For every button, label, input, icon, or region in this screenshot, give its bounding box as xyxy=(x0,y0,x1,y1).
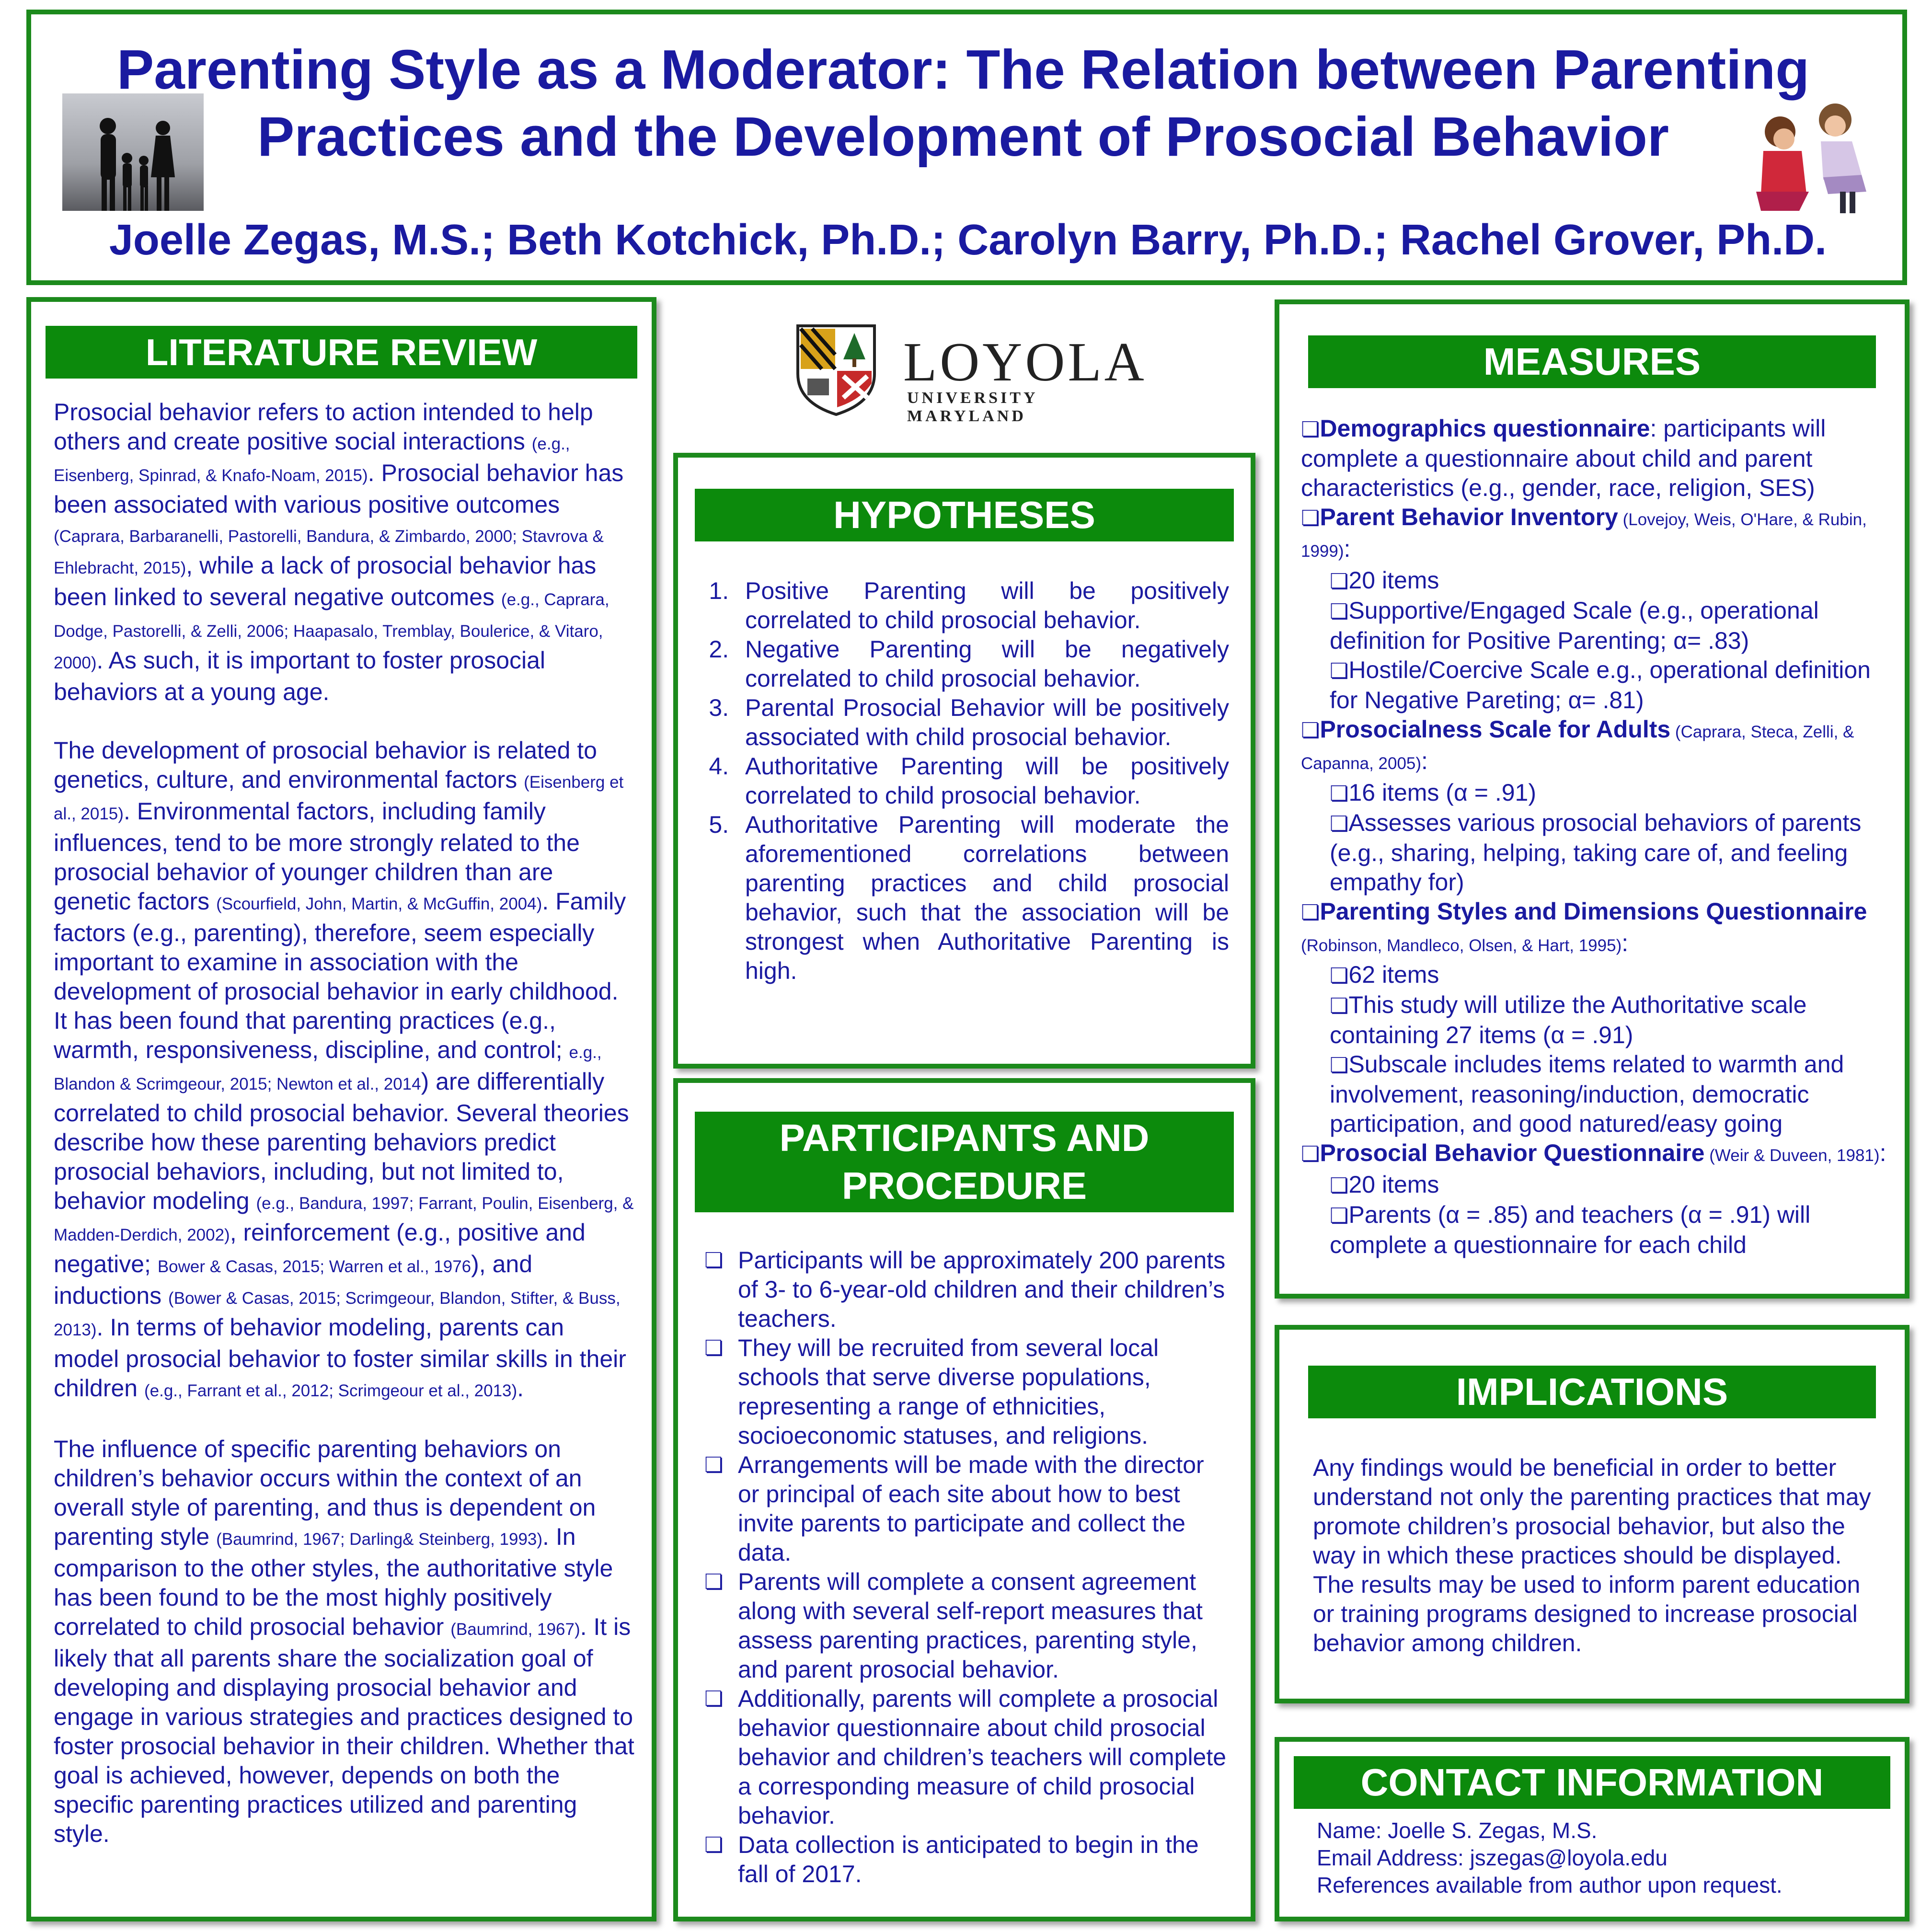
contact-heading: CONTACT INFORMATION xyxy=(1294,1756,1890,1809)
contact-email[interactable]: Email Address: jszegas@loyola.edu xyxy=(1317,1845,1668,1870)
hypotheses-list xyxy=(692,576,1229,986)
body-text: , while a lack of prosocial behavior has been linked to several negative outcomes xyxy=(54,552,597,610)
measure-text: Hostile/Coercive Scale e.g., operational definition for Negative Pareting; α= .81) xyxy=(1330,656,1871,713)
body-text: . As such, it is important to foster prosocial behaviors at a young age. xyxy=(54,647,546,705)
literature-review-text xyxy=(54,398,636,1849)
measure-item xyxy=(1301,897,1902,960)
procedure-item: ❏ Arrangements will be made with the director or principal of each site about how to best invite parents to participate and collect the data. xyxy=(704,1450,1231,1567)
measure-citation: (Weir & Duveen, 1981) xyxy=(1704,1146,1880,1165)
measure-item xyxy=(1301,414,1902,503)
citation-text: (Scourfield, John, Martin, & McGuffin, 2004) xyxy=(216,895,542,913)
body-text: The development of prosocial behavior is related to genetics, culture, and environmental factors xyxy=(54,737,597,793)
participants-heading-text: PARTICIPANTS AND PROCEDURE xyxy=(779,1116,1150,1207)
citation-text: (Baumrind, 1967; Darling& Steinberg, 1993) xyxy=(216,1530,543,1549)
measure-text: This study will utilize the Authoritative scale containing 27 items (α = .91) xyxy=(1330,991,1807,1048)
hypothesis-item: 1. Positive Parenting will be positively correlated to child prosocial behavior. xyxy=(736,576,1229,635)
measure-text: 20 items xyxy=(1348,567,1439,594)
hypothesis-item: 2. Negative Parenting will be negatively correlated to child prosocial behavior. xyxy=(736,635,1229,693)
measure-text: Subscale includes items related to warmth and involvement, reasoning/induction, democratic participation, and good natured/easy going xyxy=(1330,1051,1844,1137)
checkbox-icon: ❏ xyxy=(1330,659,1349,683)
loyola-wordmark: LOYOLA xyxy=(903,332,1147,392)
measure-subitem xyxy=(1301,1050,1902,1138)
body-text: . It is likely that all parents share the socialization goal of developing and displaying prosocial behavior and engage in various strategies and practices designed to foster prosocial behavior in their children. Whether that goal is achieved, however, depends on both the specific parenting practices utilized and parenting style. xyxy=(54,1613,634,1847)
body-text: ) are differentially correlated to child prosocial behavior. Several theories describe how these parenting behaviors predict prosocial behaviors, including, but not limited to, behavior modeling xyxy=(54,1068,629,1214)
checkbox-icon: ❏ xyxy=(1330,1054,1349,1077)
measure-subitem xyxy=(1301,778,1902,808)
literature-paragraph-3 xyxy=(54,1435,636,1849)
checkbox-icon: ❏ xyxy=(1301,719,1320,742)
measure-text: Parents (α = .85) and teachers (α = .91) will complete a questionnaire for each child xyxy=(1330,1201,1811,1258)
measure-text: 62 items xyxy=(1348,961,1439,988)
checkbox-icon: ❏ xyxy=(1330,1204,1349,1228)
measure-title: Prosocial Behavior Questionnaire xyxy=(1320,1139,1705,1166)
measure-subitem xyxy=(1301,808,1902,897)
measure-title: Demographics questionnaire xyxy=(1320,415,1650,442)
checkbox-icon: ❏ xyxy=(1330,964,1349,988)
measure-subitem xyxy=(1301,566,1902,596)
implications-text: Any findings would be beneficial in order to better understand not only the parenting practices that may promote children’s prosocial behavior, but also the way in which these practices should be displayed. The results may be used to inform parent education or training programs designed to increase prosocial behavior among children. xyxy=(1313,1454,1871,1656)
hypothesis-item: 3. Parental Prosocial Behavior will be positively associated with child prosocial behavior. xyxy=(736,693,1229,752)
checkbox-icon: ❏ xyxy=(1301,506,1320,530)
measure-item xyxy=(1301,1138,1902,1170)
citation-text: (e.g., Farrant et al., 2012; Scrimgeour et al., 2013) xyxy=(144,1381,518,1400)
procedure-item: ❏ Additionally, parents will complete a prosocial behavior questionnaire about child prosocial behavior and children’s teachers will complete a corresponding measure of child prosocial behavior. xyxy=(704,1684,1231,1830)
measure-item xyxy=(1301,503,1902,566)
body-text: , reinforcement (e.g., positive and negative; xyxy=(54,1219,586,1277)
measure-text: 16 items (α = .91) xyxy=(1348,779,1537,806)
citation-text: (e.g., Bandura, 1997; Farrant, Poulin, Eisenberg, & Madden-Derdich, 2002) xyxy=(54,1194,634,1244)
measure-citation: (Lovejoy, Weis, O'Hare, & Rubin, 1999) xyxy=(1301,510,1867,561)
measure-subitem xyxy=(1301,1200,1902,1260)
measures-list xyxy=(1301,414,1902,1260)
measure-citation: (Caprara, Steca, Zelli, & Capanna, 2005) xyxy=(1301,723,1854,773)
contact-info xyxy=(1317,1817,1892,1899)
measure-text: Assesses various prosocial behaviors of parents (e.g., sharing, helping, taking care of, and feeling empathy for) xyxy=(1330,809,1862,896)
measure-subitem xyxy=(1301,656,1902,715)
checkbox-icon: ❏ xyxy=(1301,1142,1320,1166)
body-text: . xyxy=(517,1375,524,1402)
loyola-logo xyxy=(793,321,1147,425)
measure-subitem xyxy=(1301,990,1902,1050)
measure-subitem xyxy=(1301,1170,1902,1200)
measure-subitem xyxy=(1301,596,1902,656)
measure-text: Supportive/Engaged Scale (e.g., operational definition for Positive Parenting; α= .83) xyxy=(1330,597,1819,654)
procedure-item: ❏ Parents will complete a consent agreement along with several self-report measures that assess parenting practices, parenting style, and parent prosocial behavior. xyxy=(704,1567,1231,1684)
procedure-item: ❏ They will be recruited from several local schools that serve diverse populations, representing a range of ethnicities, socioeconomic statuses, and religions. xyxy=(704,1334,1231,1450)
checkbox-icon: ❏ xyxy=(1330,782,1349,805)
measures-heading: MEASURES xyxy=(1308,335,1876,388)
procedure-item: ❏ Participants will be approximately 200 parents of 3- to 6-year-old children and their children’s teachers. xyxy=(704,1246,1231,1334)
body-text: . Family factors (e.g., parenting), therefore, seem especially important to examine in association with the development of prosocial behavior in early childhood. It has been found that parenting practices (e.g., warmth, responsiveness, discipline, and control; xyxy=(54,888,626,1063)
checkbox-icon: ❏ xyxy=(1330,1174,1349,1197)
body-text: . In terms of behavior modeling, parents can model prosocial behavior to foster similar skills in their children xyxy=(54,1314,626,1402)
measure-text: : xyxy=(1622,930,1629,956)
loyola-shield-icon xyxy=(793,321,879,417)
body-text: . Prosocial behavior has been associated with various positive outcomes xyxy=(54,460,624,518)
body-text: . In comparison to the other styles, the authoritative style has been found to be the most highly positively correlated to child prosocial behavior xyxy=(54,1523,613,1640)
hypothesis-item: 4. Authoritative Parenting will be positively correlated to child prosocial behavior. xyxy=(736,752,1229,810)
literature-review-heading: LITERATURE REVIEW xyxy=(46,326,637,379)
checkbox-icon: ❏ xyxy=(1301,418,1320,441)
poster-title: Parenting Style as a Moderator: The Relation between Parenting Practices and the Development of Prosocial Behavior xyxy=(116,38,1810,168)
measure-text: : participants will complete a questionnaire about child and parent characteristics (e.g., gender, race, religion, SES) xyxy=(1301,415,1826,501)
citation-text: (e.g., Caprara, Dodge, Pastorelli, & Zelli, 2006; Haapasalo, Tremblay, Boulerice, & Vitaro, 2000) xyxy=(54,590,610,672)
poster-authors: Joelle Zegas, M.S.; Beth Kotchick, Ph.D.; Carolyn Barry, Ph.D.; Rachel Grover, Ph.D. xyxy=(109,216,1827,264)
checkbox-icon: ❏ xyxy=(1330,600,1349,623)
citation-text: (Caprara, Barbaranelli, Pastorelli, Bandura, & Zimbardo, 2000; Stavrova & Ehlebracht, 2015) xyxy=(54,527,604,577)
hypothesis-item: 5. Authoritative Parenting will moderate the aforementioned correlations between parenting practices and child prosocial behavior, such that the association will be strongest when Authoritative Parenting is high. xyxy=(736,810,1229,986)
citation-text: (Baumrind, 1967) xyxy=(450,1620,580,1639)
measure-text: 20 items xyxy=(1348,1171,1439,1198)
hypotheses-heading: HYPOTHESES xyxy=(695,489,1234,541)
literature-paragraph-2 xyxy=(54,736,636,1405)
checkbox-icon: ❏ xyxy=(1330,812,1349,836)
measure-title: Parent Behavior Inventory xyxy=(1320,504,1618,530)
citation-text: (Bower & Casas, 2015; Scrimgeour, Blandon, Stifter, & Buss, 2013) xyxy=(54,1289,621,1339)
measure-text: : xyxy=(1879,1139,1886,1166)
participants-heading xyxy=(695,1112,1234,1212)
body-text: The influence of specific parenting behaviors on children’s behavior occurs within the context of an overall style of parenting, and thus is dependent on parenting style xyxy=(54,1436,596,1550)
body-text: ), and inductions xyxy=(54,1251,533,1309)
body-text: . Environmental factors, including family influences, tend to be more strongly related to the prosocial behavior of younger children than are genetic factors xyxy=(54,798,580,915)
body-text: Prosocial behavior refers to action intended to help others and create positive social interactions xyxy=(54,399,593,455)
citation-text: Bower & Casas, 2015; Warren et al., 1976 xyxy=(157,1257,472,1276)
citation-text: e.g., Blandon & Scrimgeour, 2015; Newton et al., 2014 xyxy=(54,1043,602,1093)
literature-paragraph-1 xyxy=(54,398,636,707)
contact-name: Name: Joelle S. Zegas, M.S. xyxy=(1317,1818,1598,1843)
measure-text: : xyxy=(1344,535,1351,562)
loyola-subtitle: UNIVERSITY MARYLAND xyxy=(907,389,1038,425)
measure-item xyxy=(1301,715,1902,778)
procedure-item: ❏ Data collection is anticipated to begin in the fall of 2017. xyxy=(704,1830,1231,1889)
checkbox-icon: ❏ xyxy=(1301,901,1320,924)
measure-citation: (Robinson, Mandleco, Olsen, & Hart, 1995) xyxy=(1301,936,1622,955)
citation-text: (Eisenberg et al., 2015) xyxy=(54,773,624,823)
measure-title: Parenting Styles and Dimensions Questionnaire xyxy=(1320,898,1867,925)
participants-list xyxy=(704,1246,1231,1889)
contact-references: References available from author upon request. xyxy=(1317,1873,1782,1898)
measure-title: Prosocialness Scale for Adults xyxy=(1320,716,1671,743)
measure-text: : xyxy=(1421,748,1428,774)
measure-subitem xyxy=(1301,960,1902,990)
citation-text: (e.g., Eisenberg, Spinrad, & Knafo-Noam, 2015) xyxy=(54,435,570,485)
implications-heading: IMPLICATIONS xyxy=(1308,1366,1876,1418)
checkbox-icon: ❏ xyxy=(1330,994,1349,1018)
checkbox-icon: ❏ xyxy=(1330,570,1349,593)
